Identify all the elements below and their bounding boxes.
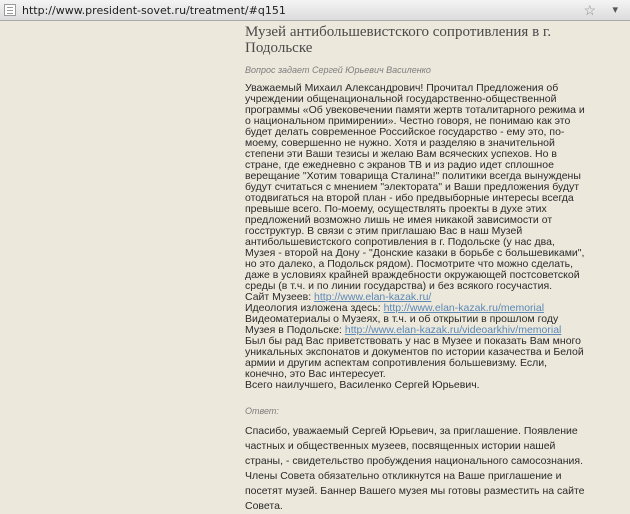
video-line [245,314,585,336]
video-text: Видеоматериалы о Музеях, в т.ч. и об открытии в прошлом году Музея в Подольске: [245,313,559,336]
site-label: Сайт Музеев: [245,291,315,303]
address-bar[interactable]: http://www.president-sovet.ru/treatment/#q151 [22,4,286,17]
browser-toolbar [0,0,630,21]
answer-label: Ответ: [245,406,279,416]
site-link[interactable]: http://www.elan-kazak.ru/ [314,291,432,303]
page-icon [4,4,16,16]
video-link[interactable]: http://www.elan-kazak.ru/videoarkhiv/memorial [344,324,562,336]
answer-text: Спасибо, уважаемый Сергей Юрьевич, за приглашение. Появление частных и общественных музеев, посвященных истории нашей страны, - свидетельство пробуждения национального самосознания. Члены Совета обязательно откликнутся на Ваше приглашение и посетят музей. Баннер Вашего музея мы готовы разместить на сайте Совета. [245,425,585,512]
article-content [245,24,585,514]
question-body [245,83,585,391]
closing-text: Был бы рад Вас приветствовать у нас в Музее и показать Вам много уникальных экспонатов и документов по истории казачества и Белой армии и другим аспектам сопротивления большевизму. Если, конечно, это Вас интересует. [245,335,584,380]
page-title: Музей антибольшевистского сопротивления в г. Подольске [245,24,552,56]
ideology-label: Идеология изложена здесь: [245,302,384,314]
question-paragraph: Уважаемый Михаил Александрович! Прочитал Предложения об учреждении общенациональной государственно-общественной программы «Об увековечении памяти жертв тоталитарного режима и о национальном примирении». Честно говоря, не понимаю как это будет делать современное Российское государство - ему это, по-моему, совершенно не нужно. Хотя и разделяю в значительной степени эти Ваши тезисы и желаю Вам всяческих успехов. Но в стране, где ежедневно с экранов ТВ и из радио идет сплошное верещание "Хотим товарища Сталина!" политики всегда вынуждены будут считаться с мнением "электората" и Ваши предложения будут отодвигаться на второй план - ибо предвыборные интересы всегда превыше всего. По-моему, осуществлять проекты в духе этих предложений возможно лишь не имея никакой зависимости от госструктур. В связи с этим приглашаю Вас в наш Музей антибольшевистского сопротивления в г. Подольске (у нас два, Музея - второй на Дону - "Донские казаки в борьбе с большевиками", но это далеко, а Подольск рядом). Посмотрите что можно сделать, даже в условиях крайней враждебности окружающей постсоветской среды (в т.ч. и по линии государства) и без всякого госучастия. [245,82,585,292]
bookmark-star-icon[interactable]: ☆ [583,2,596,18]
signature: Всего наилучшего, Василенко Сергей Юрьевич. [245,379,480,391]
ideology-link[interactable]: http://www.elan-kazak.ru/memorial [383,302,545,314]
dropdown-arrow-icon[interactable]: ▾ [612,4,618,16]
question-author: Вопрос задает Сергей Юрьевич Василенко [245,65,431,75]
answer-body [245,424,585,514]
